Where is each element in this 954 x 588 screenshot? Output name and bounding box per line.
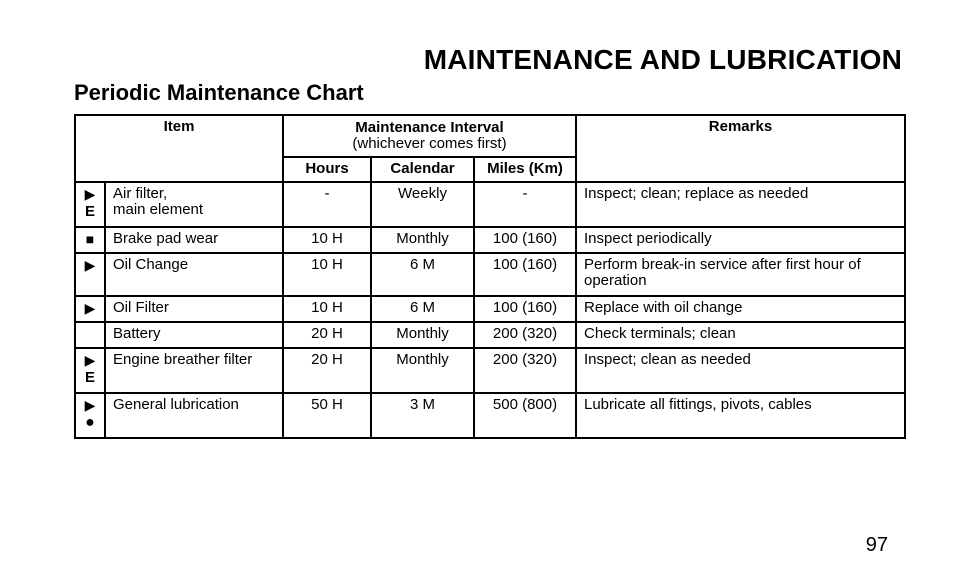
- symbol-e: E: [84, 203, 95, 220]
- item-cell: [105, 182, 283, 227]
- symbol-e: E: [84, 369, 95, 386]
- table-row: [75, 227, 905, 253]
- item-cell: General lubrication: [105, 393, 283, 438]
- header-calendar: Calendar: [371, 157, 474, 182]
- table-row: [75, 253, 905, 296]
- item-line1: Air filter,: [113, 185, 168, 202]
- hours-cell: 10 H: [283, 253, 371, 296]
- symbol-cell: [75, 296, 105, 322]
- miles-cell: 500 (800): [474, 393, 576, 438]
- remarks-cell: Inspect; clean; replace as needed: [576, 182, 905, 227]
- item-cell: Engine breather filter: [105, 348, 283, 393]
- symbol-cell: [75, 253, 105, 296]
- triangle-right-icon: ▶: [84, 300, 96, 316]
- calendar-cell: 3 M: [371, 393, 474, 438]
- header-interval-note: (whichever comes first): [352, 135, 507, 152]
- miles-cell: 100 (160): [474, 296, 576, 322]
- calendar-cell: Monthly: [371, 227, 474, 253]
- page-number: 97: [865, 534, 888, 556]
- calendar-cell: Monthly: [371, 322, 474, 348]
- triangle-right-icon: ▶: [84, 397, 96, 413]
- miles-cell: -: [474, 182, 576, 227]
- remarks-cell: Inspect; clean as needed: [576, 348, 905, 393]
- circle-icon: ●: [85, 414, 95, 431]
- symbol-cell: [75, 182, 105, 227]
- item-cell: Oil Filter: [105, 296, 283, 322]
- table-header-row: [75, 115, 905, 157]
- header-miles: Miles (Km): [474, 157, 576, 182]
- hours-cell: 20 H: [283, 322, 371, 348]
- remarks-cell: Lubricate all fittings, pivots, cables: [576, 393, 905, 438]
- calendar-cell: Weekly: [371, 182, 474, 227]
- triangle-right-icon: ▶: [84, 186, 96, 202]
- symbol-cell: [75, 393, 105, 438]
- table-row: [75, 322, 905, 348]
- section-title: MAINTENANCE AND LUBRICATION: [423, 44, 902, 75]
- chart-title: Periodic Maintenance Chart: [74, 80, 364, 105]
- table-row: [75, 296, 905, 322]
- calendar-cell: 6 M: [371, 296, 474, 322]
- miles-cell: 200 (320): [474, 348, 576, 393]
- remarks-cell: Check terminals; clean: [576, 322, 905, 348]
- table-row: [75, 182, 905, 227]
- hours-cell: 10 H: [283, 296, 371, 322]
- header-item: Item: [75, 115, 283, 182]
- symbol-cell: [75, 227, 105, 253]
- hours-cell: -: [283, 182, 371, 227]
- hours-cell: 20 H: [283, 348, 371, 393]
- header-remarks: Remarks: [576, 115, 905, 182]
- item-line2: main element: [113, 201, 204, 218]
- remarks-cell: Inspect periodically: [576, 227, 905, 253]
- item-cell: Oil Change: [105, 253, 283, 296]
- hours-cell: 10 H: [283, 227, 371, 253]
- symbol-cell: [75, 348, 105, 393]
- header-interval-label: Maintenance Interval: [355, 119, 504, 136]
- miles-cell: 100 (160): [474, 253, 576, 296]
- calendar-cell: 6 M: [371, 253, 474, 296]
- hours-cell: 50 H: [283, 393, 371, 438]
- table-row: [75, 393, 905, 438]
- header-hours: Hours: [283, 157, 371, 182]
- table-row: [75, 348, 905, 393]
- remarks-cell: Perform break-in service after first hour of operation: [576, 253, 905, 296]
- remarks-cell: Replace with oil change: [576, 296, 905, 322]
- calendar-cell: Monthly: [371, 348, 474, 393]
- miles-cell: 200 (320): [474, 322, 576, 348]
- symbol-cell: [75, 322, 105, 348]
- triangle-right-icon: ▶: [84, 352, 96, 368]
- maintenance-table: [74, 114, 906, 439]
- miles-cell: 100 (160): [474, 227, 576, 253]
- square-icon: ■: [85, 231, 95, 247]
- header-interval: [283, 115, 576, 157]
- item-cell: Battery: [105, 322, 283, 348]
- triangle-right-icon: ▶: [84, 257, 96, 273]
- item-cell: Brake pad wear: [105, 227, 283, 253]
